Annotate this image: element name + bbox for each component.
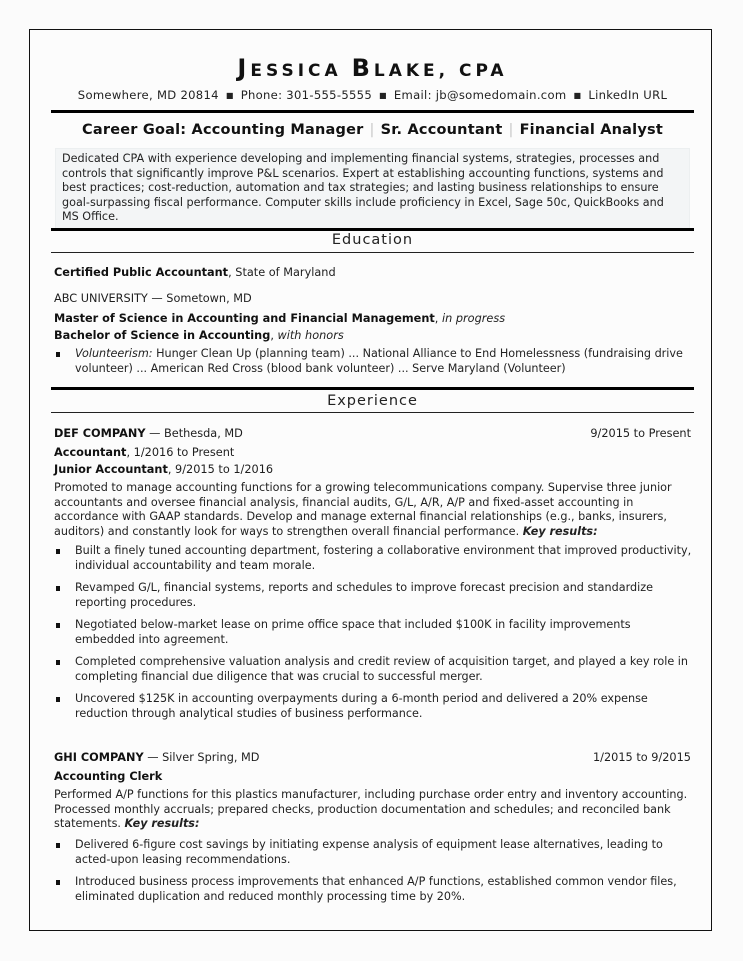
career-goal-role-3: Financial Analyst xyxy=(519,122,663,138)
result-bullet xyxy=(54,875,692,904)
degree-name: Bachelor of Science in Accounting xyxy=(54,329,271,342)
resume-page xyxy=(29,29,712,931)
square-bullet-icon: ■ xyxy=(379,91,387,100)
contact-email[interactable]: Email: jb@somedomain.com xyxy=(393,88,567,102)
name-initial-first: J xyxy=(237,54,251,82)
candidate-name xyxy=(51,54,694,82)
square-bullet-icon xyxy=(56,549,60,554)
company-location: — Silver Spring, MD xyxy=(143,751,260,764)
square-bullet-icon xyxy=(56,623,60,628)
goal-separator: | xyxy=(508,122,514,138)
square-bullet-icon xyxy=(56,880,60,885)
role-accountant xyxy=(54,446,234,459)
career-goal xyxy=(51,122,694,138)
result-bullet xyxy=(54,618,692,647)
square-bullet-icon xyxy=(56,586,60,591)
description-text: Performed A/P functions for this plastics manufacturer, including purchase order entry and inventory accounting. Processed monthly accruals; prepared checks, production documentation and schedules; and reconciled bank statements. xyxy=(54,788,688,831)
bullet-text: Revamped G/L, financial systems, reports and schedules to improve forecast precision and standardize reporting procedures. xyxy=(75,581,653,609)
education-divider-top xyxy=(51,228,694,231)
name-last-rest: LAKE, xyxy=(373,61,450,81)
bullet-text: Uncovered $125K in accounting overpayments during a 6-month period and delivered a 20% expense reduction through analytical studies of business performance. xyxy=(75,692,648,720)
job-dates-ghi: 1/2015 to 9/2015 xyxy=(592,751,691,764)
bullet-text: Introduced business process improvements that enhanced A/P functions, established common vendor files, eliminated duplication and reduced monthly processing time by 20%. xyxy=(75,875,677,903)
key-results-label: Key results: xyxy=(522,524,598,538)
job-description-def xyxy=(54,481,692,539)
result-bullet xyxy=(54,692,692,721)
contact-line xyxy=(51,88,694,102)
volunteer-text: Hunger Clean Up (planning team) ... National Alliance to End Homelessness (fundraising drive volunteer) ... American Red Cross (blood bank volunteer) ... Serve Maryland (Volunteer) xyxy=(75,347,683,375)
description-text: Promoted to manage accounting functions for a growing telecommunications company. Supervise three junior accountants and oversee financial analysis, financial audits, G/L, A/R, A/P and fixed-asset accounting in accordance with GAAP standards. Develop and manage external financial relationships (e.g., banks, insurers, auditors) and constantly look for ways to strengthen overall financial performance. xyxy=(54,481,672,538)
certification-name: Certified Public Accountant xyxy=(54,266,229,279)
credential: CPA xyxy=(459,61,508,81)
square-bullet-icon: ■ xyxy=(573,91,582,100)
result-bullet xyxy=(54,655,692,684)
education-divider-bottom xyxy=(51,252,694,253)
volunteer-label: Volunteerism: xyxy=(75,347,153,360)
certification-detail: , State of Maryland xyxy=(228,266,336,279)
name-initial-last: B xyxy=(351,54,374,82)
contact-linkedin[interactable]: LinkedIn URL xyxy=(588,88,668,102)
bullet-text: Completed comprehensive valuation analysis and credit review of acquisition target, and played a key role in completing financial due diligence that was crucial to successful merger. xyxy=(75,655,688,683)
role-dates: , 1/2016 to Present xyxy=(126,446,235,459)
square-bullet-icon xyxy=(56,660,60,665)
job-description-ghi xyxy=(54,788,692,832)
result-bullet xyxy=(54,544,692,573)
role-title: Junior Accountant xyxy=(54,463,168,476)
bullet-text: Built a finely tuned accounting department, fostering a collaborative environment that improved productivity, individual accountability and team morale. xyxy=(75,544,692,572)
section-title-education: Education xyxy=(331,232,414,248)
job-dates-def: 9/2015 to Present xyxy=(590,427,691,440)
company-location: — Bethesda, MD xyxy=(145,427,243,440)
degree-name: Master of Science in Accounting and Financial Management xyxy=(54,312,435,325)
square-bullet-icon xyxy=(56,697,60,702)
experience-divider-bottom xyxy=(51,412,694,413)
career-goal-label: Career Goal: Accounting Manager xyxy=(82,122,364,138)
bullet-text: Delivered 6-figure cost savings by initiating expense analysis of equipment lease alternatives, leading to acted-upon leasing recommendations. xyxy=(75,838,663,866)
degree-note: with honors xyxy=(277,329,344,342)
bullet-text: Negotiated below-market lease on prime office space that included $100K in facility improvements embedded into agreement. xyxy=(75,618,631,646)
role-title: Accounting Clerk xyxy=(54,770,163,783)
volunteer-bullet xyxy=(54,347,692,376)
company-name: GHI COMPANY xyxy=(54,751,144,764)
degree-bachelors: Bachelor of Science in Accounting, with honors xyxy=(54,329,344,342)
role-junior-accountant xyxy=(54,463,273,476)
square-bullet-icon xyxy=(56,352,60,357)
name-first-rest: ESSICA xyxy=(250,61,342,81)
experience-divider-top xyxy=(51,387,694,390)
header-divider xyxy=(51,110,694,113)
school: ABC UNIVERSITY — Sometown, MD xyxy=(54,292,252,305)
job-company-ghi xyxy=(54,751,260,764)
result-bullet xyxy=(54,581,692,610)
section-title-experience: Experience xyxy=(327,393,418,409)
role-accounting-clerk xyxy=(54,770,162,783)
square-bullet-icon xyxy=(56,843,60,848)
company-name: DEF COMPANY xyxy=(54,427,146,440)
square-bullet-icon: ■ xyxy=(225,91,234,100)
contact-phone: Phone: 301-555-5555 xyxy=(240,88,373,102)
goal-separator: | xyxy=(369,122,375,138)
degree-note: in progress xyxy=(441,312,506,325)
summary-box: Dedicated CPA with experience developing and implementing financial systems, strategies, processes and controls that significantly improve P&L scenarios. Expert at establishing accounting functions, systems and best practices; cost-reduction, automation and tax strategies; and lasting business relationships to ensure goal-surpassing fiscal performance. Computer skills include proficiency in Excel, Sage 50c, QuickBooks and MS Office. xyxy=(55,148,690,230)
degree-masters: Master of Science in Accounting and Financial Management, in progress xyxy=(54,312,506,325)
certification xyxy=(54,266,336,279)
career-goal-role-2: Sr. Accountant xyxy=(380,122,503,138)
role-title: Accountant xyxy=(54,446,127,459)
contact-location: Somewhere, MD 20814 xyxy=(77,88,219,102)
role-dates: , 9/2015 to 1/2016 xyxy=(167,463,274,476)
result-bullet xyxy=(54,838,692,867)
job-company-def xyxy=(54,427,243,440)
key-results-label: Key results: xyxy=(124,817,200,831)
